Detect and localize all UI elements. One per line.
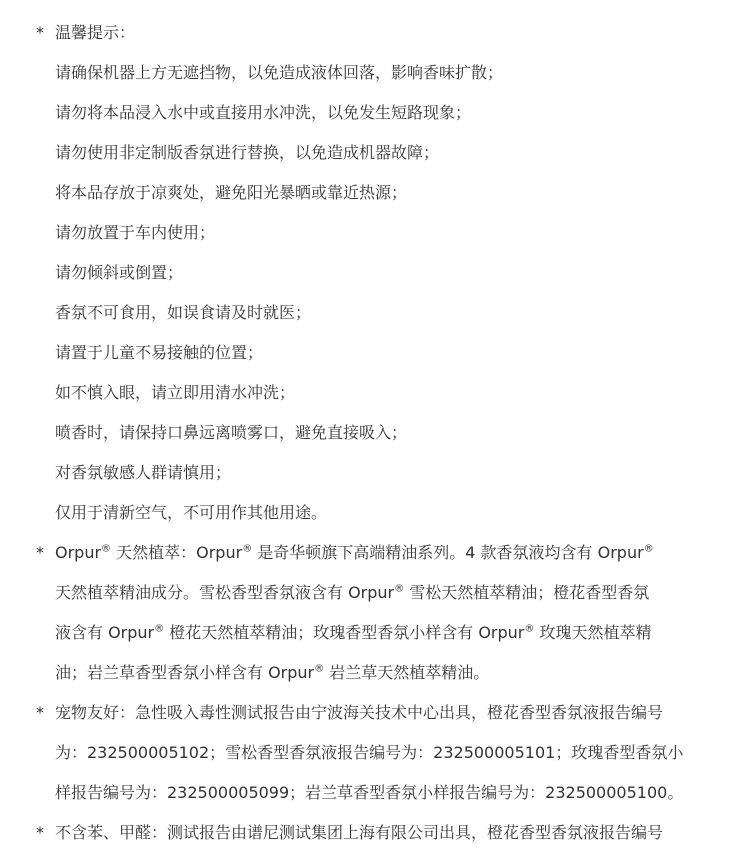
tips-item: 请勿将本品浸入水中或直接用水冲洗，以免发生短路现象； (55, 103, 472, 122)
pet-line: 为：232500005102；雪松香型香氛液报告编号为：232500005101；玫瑰香型香氛小 (55, 743, 684, 762)
orpur-text: 雪松天然植萃精油；橙花香型香氛 (404, 583, 650, 602)
registered-mark: ® (524, 623, 535, 635)
pet-line: 宠物友好：急性吸入毒性测试报告由宁波海关技术中心出具，橙花香型香氛液报告编号 (55, 703, 664, 722)
benzene-free-section (0, 813, 750, 853)
orpur-text: 天然植萃：Orpur (111, 543, 243, 562)
tips-item: 请勿放置于车内使用； (55, 223, 216, 242)
registered-mark: ® (154, 623, 165, 635)
registered-mark: ® (643, 543, 654, 555)
tips-item: 请置于儿童不易接触的位置； (55, 343, 264, 362)
pet-friendly-section (0, 693, 750, 813)
orpur-line (55, 653, 710, 693)
pet-line: 样报告编号为：232500005099；岩兰草香型香氛小样报告编号为：232500005100。 (55, 783, 684, 802)
orpur-text: 橙花天然植萃精油；玫瑰香型香氛小样含有 Orpur (164, 623, 525, 642)
registered-mark: ® (394, 583, 405, 595)
registered-mark: ® (101, 543, 112, 555)
tips-item: 如不慎入眼，请立即用清水冲洗； (55, 383, 296, 402)
tips-section (0, 13, 750, 533)
orpur-text: 是奇华顿旗下高端精油系列。4 款香氛液均含有 Orpur (252, 543, 644, 562)
orpur-text: Orpur (55, 543, 102, 562)
orpur-line (55, 533, 710, 573)
orpur-line (55, 573, 710, 613)
orpur-text: 岩兰草天然植萃精油。 (324, 663, 490, 682)
orpur-text: 天然植萃精油成分。雪松香型香氛液含有 Orpur (55, 583, 395, 602)
tips-item: 对香氛敏感人群请慎用； (55, 463, 232, 482)
tips-item: 请确保机器上方无遮挡物，以免造成液体回落，影响香味扩散； (55, 63, 504, 82)
bullet-mark: * (36, 703, 44, 722)
bullet-mark: * (36, 823, 44, 842)
benzene-line: 不含苯、甲醛：测试报告由谱尼测试集团上海有限公司出具，橙花香型香氛液报告编号 (55, 823, 664, 842)
tips-item: 请勿倾斜或倒置； (55, 263, 184, 282)
tips-item: 将本品存放于凉爽处，避免阳光暴晒或靠近热源； (55, 183, 408, 202)
bullet-mark: * (36, 543, 44, 562)
registered-mark: ® (314, 663, 325, 675)
orpur-text: 液含有 Orpur (55, 623, 155, 642)
orpur-text: 油；岩兰草香型香氛小样含有 Orpur (55, 663, 315, 682)
orpur-section (0, 533, 750, 693)
tips-item: 喷香时，请保持口鼻远离喷雾口，避免直接吸入； (55, 423, 408, 442)
tips-item: 请勿使用非定制版香氛进行替换，以免造成机器故障； (55, 143, 440, 162)
tips-heading: 温馨提示： (55, 23, 136, 42)
tips-item: 仅用于清新空气，不可用作其他用途。 (55, 503, 328, 522)
bullet-mark: * (36, 23, 44, 42)
registered-mark: ® (242, 543, 253, 555)
orpur-line (55, 613, 710, 653)
orpur-text: 玫瑰天然植萃精 (534, 623, 652, 642)
tips-item: 香氛不可食用，如误食请及时就医； (55, 303, 312, 322)
